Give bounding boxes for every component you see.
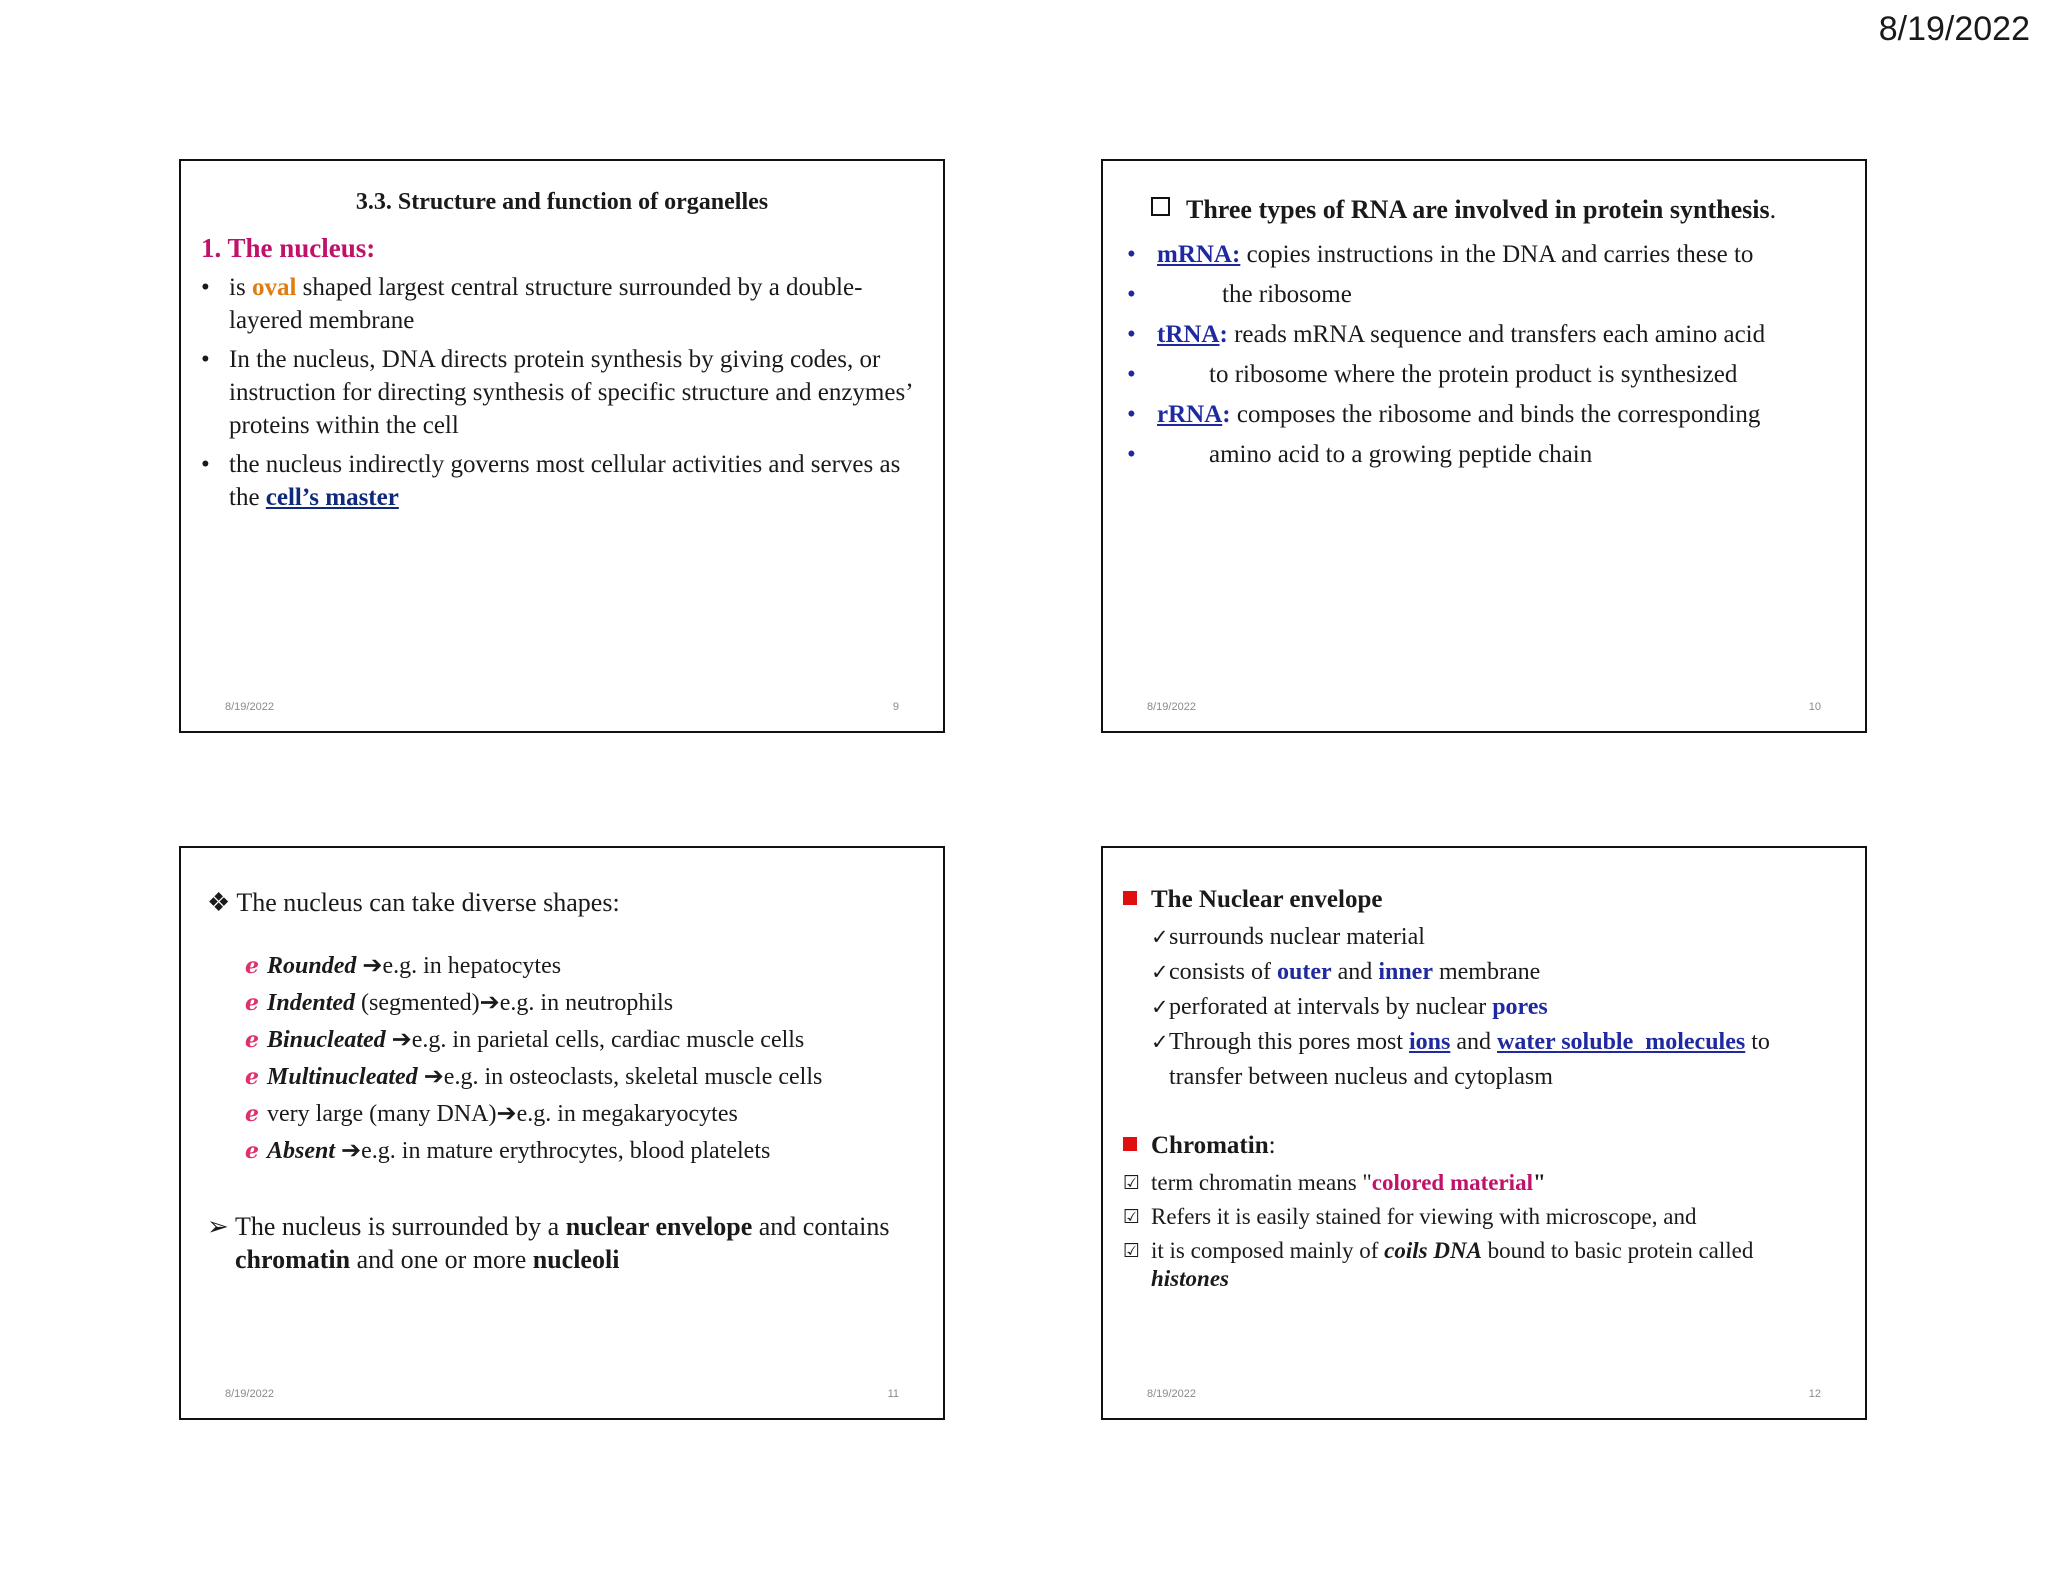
text: the nucleus indirectly governs most cellular activities and serves as the (229, 451, 901, 511)
list-item (1151, 990, 1853, 1025)
highlight-coils-dna: coils DNA (1384, 1238, 1482, 1263)
text: " (1532, 1170, 1546, 1195)
text: The nucleus can take diverse shapes: (236, 888, 620, 917)
red-square-bullet-icon (1123, 1137, 1137, 1151)
list-item-continuation (1127, 435, 1845, 475)
list-item (1123, 1166, 1853, 1200)
text: and contains (752, 1212, 890, 1241)
term-colon: : (1219, 321, 1228, 348)
text: Refers it is easily stained for viewing with microscope, and (1151, 1204, 1697, 1229)
list-item-continuation: transfer between nucleus and cytoplasm (1169, 1064, 1553, 1090)
page-header-date: 8/19/2022 (1878, 10, 2030, 48)
term-trna: tRNA (1157, 321, 1220, 348)
list-item (1123, 1200, 1853, 1234)
slide-9 (179, 159, 945, 733)
shape-name: Binucleated (267, 1027, 386, 1053)
text: membrane (1432, 959, 1541, 985)
text: and (1450, 1029, 1498, 1055)
list-item-mrna (1127, 235, 1845, 275)
envelope-list (1151, 920, 1853, 1095)
arrow-icon: ➔ (423, 1064, 444, 1090)
arrow-icon: ➔ (362, 953, 383, 979)
red-square-bullet-icon (1123, 891, 1137, 905)
example-text: e.g. in hepatocytes (382, 953, 562, 979)
arrowhead-bullet-icon: ➢ (207, 1212, 229, 1241)
shape-name: Multinucleated (267, 1064, 418, 1090)
slide-footer-date: 8/19/2022 (1147, 701, 1196, 713)
example-text: e.g. in megakaryocytes (516, 1101, 738, 1127)
arrow-icon: ➔ (479, 990, 500, 1016)
swirl-bullet-icon: ℯ (245, 1102, 259, 1127)
text: Chromatin (1151, 1132, 1269, 1159)
bold-term: nucleoli (532, 1245, 620, 1274)
text: the ribosome (1222, 281, 1352, 308)
list-item (245, 1022, 822, 1059)
slide-footer-date: 8/19/2022 (1147, 1388, 1196, 1400)
text: : (1268, 1132, 1276, 1159)
highlight-inner: inner (1378, 959, 1433, 985)
text: Through this pores most (1169, 1029, 1409, 1055)
slide-number: 10 (1808, 701, 1821, 713)
shape-list (245, 948, 822, 1170)
arrow-icon: ➔ (391, 1027, 412, 1053)
example-text: e.g. in parietal cells, cardiac muscle cells (411, 1027, 805, 1053)
term-mrna: mRNA: (1157, 241, 1241, 268)
list-item-continuation (1127, 275, 1845, 315)
text: The nucleus is surrounded by a (235, 1212, 566, 1241)
check-icon: ✓ (1151, 925, 1169, 949)
list-item (201, 448, 929, 514)
text: shaped largest central structure surrounded by a double-layered membrane (229, 274, 863, 334)
diamond-bullet-icon: ❖ (207, 888, 231, 917)
slide-number: 11 (887, 1388, 899, 1400)
text: composes the ribosome and binds the corresponding (1230, 401, 1761, 428)
highlight-pores: pores (1492, 994, 1548, 1020)
highlight-oval: oval (251, 274, 297, 301)
check-icon: ✓ (1151, 995, 1169, 1019)
bold-term: nuclear envelope (565, 1212, 753, 1241)
term-colon: : (1222, 401, 1231, 428)
text: bound to basic protein called (1481, 1238, 1754, 1263)
highlight-ions: ions (1409, 1029, 1451, 1055)
check-icon: ✓ (1151, 1030, 1169, 1054)
checked-box-icon: ☑ (1123, 1206, 1141, 1228)
list-item (245, 1059, 822, 1096)
heading-text: Three types of RNA are involved in protein synthesis (1186, 195, 1770, 224)
list-item (1151, 1025, 1853, 1060)
text: is (229, 274, 252, 301)
slide-number: 9 (892, 701, 899, 713)
text: to (1745, 1029, 1770, 1055)
check-icon: ✓ (1151, 960, 1169, 984)
list-item: • In the nucleus, DNA directs protein synthesis by giving codes, or instruction for directing synthesis of specific structure and enzymes’ proteins within the cell (201, 343, 929, 442)
rna-list (1127, 235, 1845, 475)
section-heading: 1. The nucleus: (201, 233, 376, 263)
checkbox-bullet-icon (1151, 197, 1170, 216)
summary-text (207, 1210, 933, 1276)
slide-number: 12 (1808, 1388, 1821, 1400)
envelope-heading (1123, 886, 1382, 914)
bullet-list (201, 271, 929, 520)
text: and (1331, 959, 1379, 985)
swirl-bullet-icon: ℯ (245, 954, 259, 979)
slide-11 (179, 846, 945, 1420)
text: it is composed mainly of (1151, 1238, 1385, 1263)
chromatin-list (1123, 1166, 1853, 1290)
list-item (245, 1096, 822, 1133)
shape-name: Indented (267, 990, 356, 1016)
term-rrna: rRNA (1157, 401, 1223, 428)
slide-12 (1101, 846, 1867, 1420)
text: amino acid to a growing peptide chain (1209, 441, 1593, 468)
list-item (1151, 920, 1853, 955)
list-item (245, 985, 822, 1022)
example-text: e.g. in neutrophils (499, 990, 674, 1016)
list-item (1151, 955, 1853, 990)
text: and one or more (350, 1245, 533, 1274)
bold-term: chromatin (235, 1245, 351, 1274)
shape-name: Absent (267, 1138, 336, 1164)
text: consists of (1169, 959, 1277, 985)
slide-footer-date: 8/19/2022 (225, 1388, 274, 1400)
list-item-rrna (1127, 395, 1845, 435)
text: perforated at intervals by nuclear (1169, 994, 1493, 1020)
checked-box-icon: ☑ (1123, 1172, 1141, 1194)
example-text: e.g. in osteoclasts, skeletal muscle cells (443, 1064, 823, 1090)
swirl-bullet-icon: ℯ (245, 1139, 259, 1164)
arrow-icon: ➔ (341, 1138, 362, 1164)
arrow-icon: ➔ (496, 1101, 517, 1127)
lead-text (207, 888, 620, 918)
text: The Nuclear envelope (1151, 886, 1383, 913)
slide-footer-date: 8/19/2022 (225, 701, 274, 713)
example-text: e.g. in mature erythrocytes, blood platelets (361, 1138, 771, 1164)
slide-title: 3.3. Structure and function of organelles (355, 189, 769, 215)
text: to ribosome where the protein product is synthesized (1209, 361, 1738, 388)
slide-heading (1151, 195, 1855, 225)
highlight-cells-master: cell’s master (265, 484, 399, 511)
list-item (201, 271, 929, 337)
text: very large (many DNA) (267, 1101, 497, 1127)
checked-box-icon: ☑ (1123, 1240, 1141, 1262)
highlight-histones: histones (1151, 1266, 1229, 1291)
text: term chromatin means " (1151, 1170, 1372, 1195)
text: copies instructions in the DNA and carries these to (1240, 241, 1754, 268)
text: (segmented) (355, 990, 480, 1016)
list-item (245, 1133, 822, 1170)
list-item (245, 948, 822, 985)
heading-period: . (1769, 195, 1777, 224)
chromatin-heading (1123, 1132, 1276, 1160)
swirl-bullet-icon: ℯ (245, 1065, 259, 1090)
slide-10 (1101, 159, 1867, 733)
text: surrounds nuclear material (1169, 924, 1425, 950)
list-item (1123, 1234, 1853, 1290)
swirl-bullet-icon: ℯ (245, 991, 259, 1016)
swirl-bullet-icon: ℯ (245, 1028, 259, 1053)
highlight-outer: outer (1277, 959, 1332, 985)
text: reads mRNA sequence and transfers each amino acid (1227, 321, 1766, 348)
shape-name: Rounded (267, 953, 357, 979)
highlight-colored-material: colored material (1371, 1170, 1533, 1195)
list-item-continuation (1127, 355, 1845, 395)
highlight-water-soluble-molecules: water soluble molecules (1497, 1029, 1746, 1055)
list-item-trna (1127, 315, 1845, 355)
